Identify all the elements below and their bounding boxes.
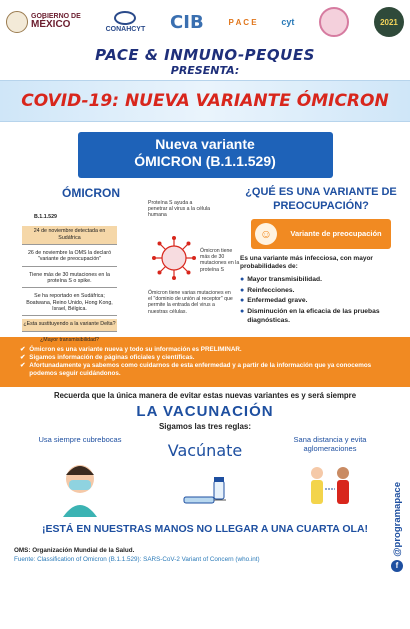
pace-logo: P A C E [228,17,257,27]
social-handle-text: @programapace [391,482,403,557]
conahcyt-mark-icon [114,11,136,25]
vacunacion-title: LA VACUNACIÓN [136,403,274,420]
check-icon: ✔ [20,346,26,354]
gob-line2: MÉXICO [31,19,71,31]
gobierno-logo [6,11,81,33]
seal-icon [6,11,28,33]
rule-vaccine [155,435,255,523]
year-badge: 2021 [374,7,404,37]
omicron-title: ÓMICRON [62,186,120,200]
presenter-subheading: PRESENTA: [170,64,240,77]
timeline-item: B.1.1.529 [34,214,57,220]
presenter-heading: PACE & INMUNO-PEQUES [95,46,315,64]
page-title: COVID-19: NUEVA VARIANTE ÓMICRON [21,91,389,111]
rule-distance-label: Sana distancia y evita aglomeraciones [293,435,367,453]
rule-mask [30,435,130,523]
bullet-icon: ● [240,276,245,284]
timeline-item: ¿Mayor transmisibilidad? [40,336,99,343]
remember-text: Recuerda que la única manera de evitar estas nuevas variantes es y será siempre [53,391,357,400]
rule-mask-label: Usa siempre cubrebocas [38,435,122,444]
notice-line: ✔ Ómicron es una variante nueva y todo su información es PRELIMINAR. [20,346,242,354]
list-item: ● Enfermedad grave. [240,297,308,305]
preocupacion-list [240,275,402,324]
info-columns [0,186,410,343]
cib-logo: CIB [170,11,204,33]
timeline-item: 26 de noviembre la OMS la declaró "variante de preocupación" [22,248,117,267]
preocupacion-box [251,219,391,249]
list-item: ● Disminución en la eficacia de las pruebas diagnósticas. [240,307,380,324]
bullet-icon: ● [240,297,245,305]
preocupacion-intro: Es una variante más infecciosa, con mayor probabilidades de: [240,254,373,270]
rules-intro: Sigamos las tres reglas: [158,422,252,431]
bullet-icon: ● [240,307,245,315]
conahcyt-logo [106,11,146,33]
check-icon: ✔ [20,362,26,369]
mutations-s-label: Ómicron tiene más de 30 mutaciones en la proteína S [200,248,240,273]
variant-line2: ÓMICRON (B.1.1.529) [134,153,276,169]
gob-line1: GOBIERNO DE [31,13,81,21]
source-link[interactable]: Fuente: Classification of Omicron (B.1.1.529): SARS-CoV-2 Variant of Concern (who.int) [14,556,260,563]
title-band [0,80,410,122]
timeline-item: Tiene más de 30 mutaciones en la proteína S o spike. [22,270,117,289]
logo-bar [0,0,410,44]
timeline-item: ¿Esta sustituyendo a la variante Delta? [22,319,117,331]
omicron-timeline [22,212,117,349]
people-icon: ☺ [255,223,277,245]
bullet-icon: ● [240,286,245,294]
vaccine-icon [180,467,230,517]
list-item: ● Mayor transmisibilidad. [240,276,322,284]
preocupacion-box-label: Variante de preocupación [290,229,382,238]
variant-box [78,132,333,178]
distance-people-icon [305,457,355,517]
notice-line: ✔ Sigamos información de páginas oficiales y científicas. [20,354,195,362]
preocupacion-section [240,186,410,324]
omicron-section [0,186,240,343]
social-handle[interactable] [390,482,404,622]
list-item: ● Reinfecciones. [240,286,295,294]
rule-vaccine-label: Vacúnate [167,441,243,460]
preocupacion-title: ¿QUÉ ES UNA VARIANTE DE PREOCUPACIÓN? [245,186,397,212]
closing-text: ¡ESTÁ EN NUESTRAS MANOS NO LLEGAR A UNA CUARTA OLA! [41,523,369,535]
virus-icon [150,234,198,282]
cyt-logo: cyt [281,17,295,27]
facebook-icon[interactable]: f [391,560,403,572]
check-icon: ✔ [20,354,26,362]
timeline-item: 24 de noviembre detectada en Sudáfrica [22,226,117,245]
timeline-item: Se ha reportado en Sudáfrica; Boatwana, Reino Unido, Hong Kong, Israel, Bélgica. [22,291,117,316]
oms-note: OMS: Organización Mundial de la Salud. [14,547,135,554]
protein-s-label: Proteína S ayuda a penetrar al virus a la célula humana [148,200,210,219]
variant-line1: Nueva variante [155,136,255,152]
rules-row [0,435,410,523]
mask-person-icon [55,457,105,517]
inmuno-peques-logo [319,7,349,37]
mutations-domain-label: Ómicron tiene varias mutaciones en el "dominio de unión al receptor" que permite la entrada del virus a nuestras células. [148,290,233,315]
conahcyt-text: CONAHCYT [105,26,146,33]
notice-line: ✔ Afortunadamente ya sabemos como cuidarnos de esta enfermedad y a partir de la información que ya conocemos podemos seguir cuidándonos. [20,362,372,377]
rule-distance [280,435,380,523]
